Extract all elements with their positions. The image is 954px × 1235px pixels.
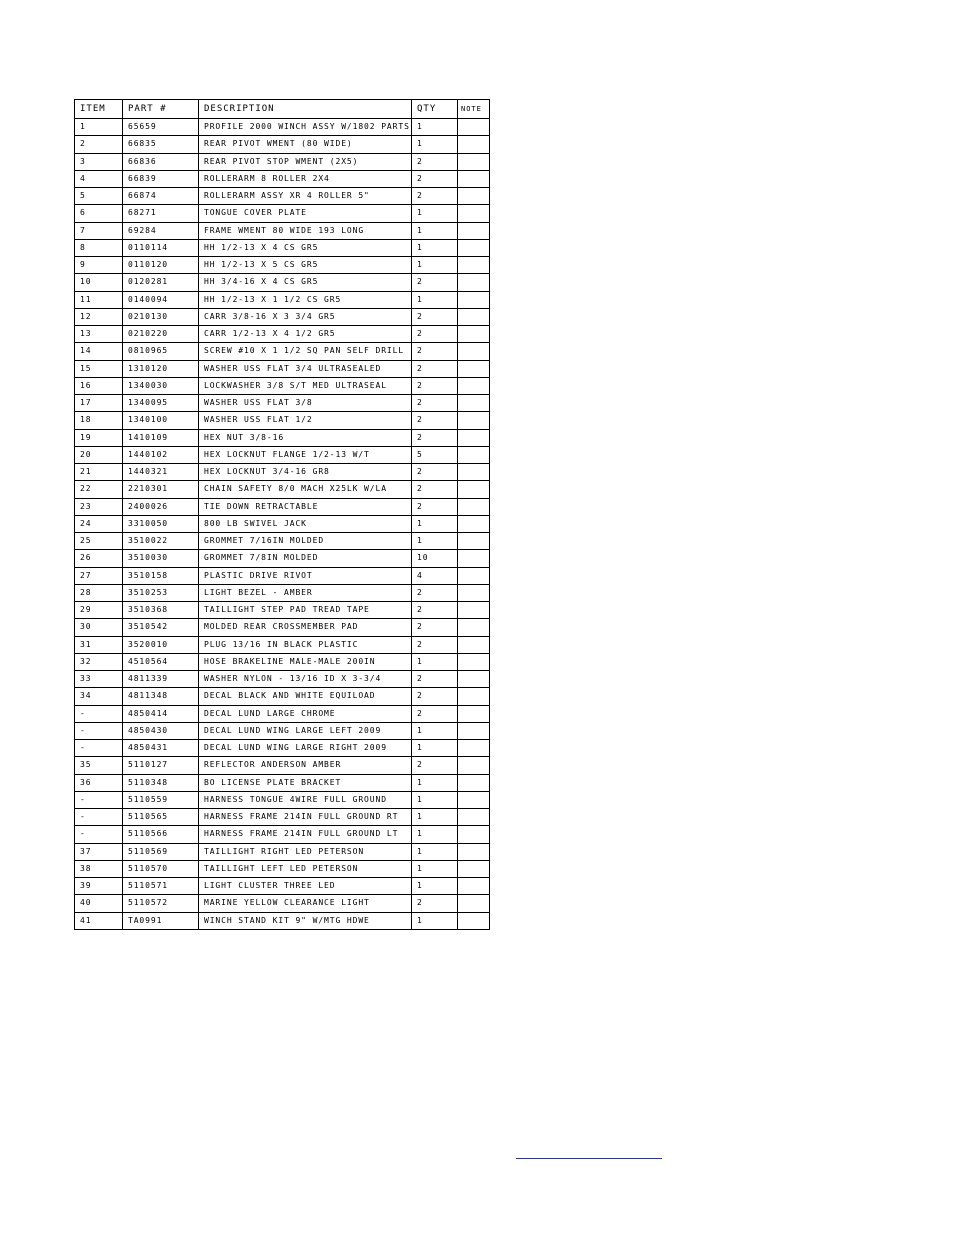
qty-cell: 1 [412, 809, 458, 826]
part-number-cell: 1410109 [123, 429, 199, 446]
qty-cell: 1 [412, 774, 458, 791]
part-number-cell: 5110572 [123, 895, 199, 912]
qty-cell: 2 [412, 602, 458, 619]
qty-cell: 2 [412, 326, 458, 343]
part-number-cell: 3510253 [123, 584, 199, 601]
qty-cell: 2 [412, 671, 458, 688]
item-cell: 32 [75, 653, 123, 670]
item-cell: 1 [75, 119, 123, 136]
part-number-cell: 4811339 [123, 671, 199, 688]
part-number-cell: 1440321 [123, 464, 199, 481]
item-cell: 23 [75, 498, 123, 515]
part-number-cell: 1440102 [123, 446, 199, 463]
item-cell: 33 [75, 671, 123, 688]
note-cell [458, 239, 490, 256]
qty-cell: 2 [412, 464, 458, 481]
item-cell: 9 [75, 257, 123, 274]
description-cell: ROLLERARM ASSY XR 4 ROLLER 5" [199, 188, 412, 205]
qty-cell: 1 [412, 912, 458, 929]
note-cell [458, 809, 490, 826]
description-cell: GROMMET 7/16IN MOLDED [199, 533, 412, 550]
qty-cell: 2 [412, 688, 458, 705]
item-cell: 40 [75, 895, 123, 912]
table-row [75, 653, 490, 670]
note-cell [458, 274, 490, 291]
description-cell: HH 1/2-13 X 4 CS GR5 [199, 239, 412, 256]
table-header-row [75, 100, 490, 119]
note-cell [458, 446, 490, 463]
description-cell: DECAL LUND WING LARGE RIGHT 2009 [199, 740, 412, 757]
item-cell: 17 [75, 395, 123, 412]
footer-link-underline[interactable] [516, 1158, 662, 1159]
table-body [75, 119, 490, 930]
note-cell [458, 464, 490, 481]
description-cell: TAILLIGHT LEFT LED PETERSON [199, 860, 412, 877]
note-cell [458, 153, 490, 170]
qty-cell: 2 [412, 757, 458, 774]
qty-cell: 2 [412, 429, 458, 446]
note-cell [458, 308, 490, 325]
note-cell [458, 170, 490, 187]
table-row [75, 671, 490, 688]
item-cell: 13 [75, 326, 123, 343]
description-cell: WINCH STAND KIT 9" W/MTG HDWE [199, 912, 412, 929]
qty-cell: 2 [412, 343, 458, 360]
item-cell: 28 [75, 584, 123, 601]
part-number-cell: 4850431 [123, 740, 199, 757]
description-cell: TAILLIGHT RIGHT LED PETERSON [199, 843, 412, 860]
qty-cell: 2 [412, 188, 458, 205]
item-cell: 8 [75, 239, 123, 256]
parts-list-table [74, 99, 490, 930]
note-cell [458, 395, 490, 412]
description-cell: REAR PIVOT WMENT (80 WIDE) [199, 136, 412, 153]
note-cell [458, 826, 490, 843]
part-number-cell: 5110569 [123, 843, 199, 860]
part-number-cell: 0110120 [123, 257, 199, 274]
qty-cell: 1 [412, 533, 458, 550]
note-cell [458, 705, 490, 722]
note-cell [458, 136, 490, 153]
description-cell: TIE DOWN RETRACTABLE [199, 498, 412, 515]
part-number-cell: 2400026 [123, 498, 199, 515]
qty-cell: 1 [412, 740, 458, 757]
note-cell [458, 257, 490, 274]
qty-cell: 2 [412, 619, 458, 636]
item-cell: 38 [75, 860, 123, 877]
description-cell: HOSE BRAKELINE MALE-MALE 200IN [199, 653, 412, 670]
qty-cell: 1 [412, 515, 458, 532]
description-cell: LIGHT CLUSTER THREE LED [199, 878, 412, 895]
description-cell: WASHER USS FLAT 3/4 ULTRASEALED [199, 360, 412, 377]
item-cell: 11 [75, 291, 123, 308]
qty-cell: 2 [412, 412, 458, 429]
item-cell: 27 [75, 567, 123, 584]
table-row [75, 153, 490, 170]
note-cell [458, 671, 490, 688]
qty-cell: 1 [412, 222, 458, 239]
table-row [75, 584, 490, 601]
qty-cell: 2 [412, 308, 458, 325]
note-cell [458, 429, 490, 446]
description-cell: FRAME WMENT 80 WIDE 193 LONG [199, 222, 412, 239]
description-cell: WASHER USS FLAT 3/8 [199, 395, 412, 412]
note-cell [458, 619, 490, 636]
note-cell [458, 895, 490, 912]
part-number-cell: 66836 [123, 153, 199, 170]
qty-cell: 10 [412, 550, 458, 567]
part-number-cell: 4850414 [123, 705, 199, 722]
part-number-cell: 1340095 [123, 395, 199, 412]
qty-cell: 2 [412, 377, 458, 394]
item-cell: 10 [75, 274, 123, 291]
qty-cell: 1 [412, 119, 458, 136]
description-cell: PLASTIC DRIVE RIVOT [199, 567, 412, 584]
header-note: NOTE [458, 100, 490, 119]
qty-cell: 1 [412, 205, 458, 222]
qty-cell: 1 [412, 239, 458, 256]
note-cell [458, 515, 490, 532]
note-cell [458, 688, 490, 705]
note-cell [458, 188, 490, 205]
part-number-cell: 3520010 [123, 636, 199, 653]
table-row [75, 740, 490, 757]
description-cell: TAILLIGHT STEP PAD TREAD TAPE [199, 602, 412, 619]
item-cell: 14 [75, 343, 123, 360]
description-cell: DECAL LUND LARGE CHROME [199, 705, 412, 722]
table-row [75, 515, 490, 532]
table-row [75, 722, 490, 739]
description-cell: HARNESS FRAME 214IN FULL GROUND RT [199, 809, 412, 826]
note-cell [458, 498, 490, 515]
table-row [75, 395, 490, 412]
table-row [75, 326, 490, 343]
table-row [75, 550, 490, 567]
part-number-cell: 3510542 [123, 619, 199, 636]
note-cell [458, 878, 490, 895]
item-cell: 16 [75, 377, 123, 394]
part-number-cell: 0140094 [123, 291, 199, 308]
qty-cell: 2 [412, 170, 458, 187]
qty-cell: 2 [412, 360, 458, 377]
table-row [75, 809, 490, 826]
table-row [75, 377, 490, 394]
part-number-cell: 0120281 [123, 274, 199, 291]
note-cell [458, 550, 490, 567]
description-cell: DECAL LUND WING LARGE LEFT 2009 [199, 722, 412, 739]
item-cell: 35 [75, 757, 123, 774]
table-row [75, 360, 490, 377]
description-cell: 800 LB SWIVEL JACK [199, 515, 412, 532]
qty-cell: 2 [412, 636, 458, 653]
item-cell: - [75, 826, 123, 843]
table-row [75, 343, 490, 360]
note-cell [458, 343, 490, 360]
part-number-cell: 0810965 [123, 343, 199, 360]
item-cell: 25 [75, 533, 123, 550]
description-cell: PLUG 13/16 IN BLACK PLASTIC [199, 636, 412, 653]
part-number-cell: 4510564 [123, 653, 199, 670]
table-row [75, 567, 490, 584]
table-row [75, 895, 490, 912]
note-cell [458, 567, 490, 584]
note-cell [458, 481, 490, 498]
item-cell: 4 [75, 170, 123, 187]
part-number-cell: 3510030 [123, 550, 199, 567]
qty-cell: 1 [412, 136, 458, 153]
qty-cell: 1 [412, 291, 458, 308]
qty-cell: 2 [412, 895, 458, 912]
description-cell: CARR 3/8-16 X 3 3/4 GR5 [199, 308, 412, 325]
item-cell: 5 [75, 188, 123, 205]
part-number-cell: 4850430 [123, 722, 199, 739]
table-row [75, 860, 490, 877]
item-cell: - [75, 722, 123, 739]
description-cell: WASHER USS FLAT 1/2 [199, 412, 412, 429]
item-cell: - [75, 809, 123, 826]
table-row [75, 308, 490, 325]
header-qty: QTY [412, 100, 458, 119]
note-cell [458, 843, 490, 860]
note-cell [458, 119, 490, 136]
item-cell: - [75, 740, 123, 757]
part-number-cell: 68271 [123, 205, 199, 222]
qty-cell: 2 [412, 498, 458, 515]
note-cell [458, 653, 490, 670]
part-number-cell: 5110559 [123, 791, 199, 808]
part-number-cell: 66835 [123, 136, 199, 153]
description-cell: GROMMET 7/8IN MOLDED [199, 550, 412, 567]
table-row [75, 498, 490, 515]
qty-cell: 2 [412, 153, 458, 170]
part-number-cell: 5110565 [123, 809, 199, 826]
item-cell: 30 [75, 619, 123, 636]
item-cell: 22 [75, 481, 123, 498]
header-description: DESCRIPTION [199, 100, 412, 119]
description-cell: MOLDED REAR CROSSMEMBER PAD [199, 619, 412, 636]
description-cell: ROLLERARM 8 ROLLER 2X4 [199, 170, 412, 187]
description-cell: HH 3/4-16 X 4 CS GR5 [199, 274, 412, 291]
table-row [75, 446, 490, 463]
table-row [75, 170, 490, 187]
note-cell [458, 912, 490, 929]
item-cell: 20 [75, 446, 123, 463]
item-cell: 19 [75, 429, 123, 446]
table-row [75, 464, 490, 481]
table-row [75, 602, 490, 619]
part-number-cell: 3510158 [123, 567, 199, 584]
part-number-cell: 0210130 [123, 308, 199, 325]
qty-cell: 1 [412, 722, 458, 739]
table-row [75, 912, 490, 929]
part-number-cell: 0210220 [123, 326, 199, 343]
description-cell: HEX NUT 3/8-16 [199, 429, 412, 446]
table-row [75, 257, 490, 274]
item-cell: - [75, 705, 123, 722]
part-number-cell: 3510368 [123, 602, 199, 619]
qty-cell: 2 [412, 274, 458, 291]
table-row [75, 826, 490, 843]
table-row [75, 291, 490, 308]
part-number-cell: 3310050 [123, 515, 199, 532]
table-row [75, 791, 490, 808]
qty-cell: 1 [412, 878, 458, 895]
description-cell: SCREW #10 X 1 1/2 SQ PAN SELF DRILL [199, 343, 412, 360]
part-number-cell: 1310120 [123, 360, 199, 377]
note-cell [458, 757, 490, 774]
part-number-cell: 5110566 [123, 826, 199, 843]
description-cell: HARNESS TONGUE 4WIRE FULL GROUND [199, 791, 412, 808]
note-cell [458, 860, 490, 877]
description-cell: CHAIN SAFETY 8/0 MACH X25LK W/LA [199, 481, 412, 498]
item-cell: 34 [75, 688, 123, 705]
qty-cell: 1 [412, 860, 458, 877]
note-cell [458, 377, 490, 394]
description-cell: WASHER NYLON - 13/16 ID X 3-3/4 [199, 671, 412, 688]
qty-cell: 4 [412, 567, 458, 584]
part-number-cell: 66839 [123, 170, 199, 187]
part-number-cell: 5110570 [123, 860, 199, 877]
header-item: ITEM [75, 100, 123, 119]
qty-cell: 1 [412, 653, 458, 670]
table-row [75, 119, 490, 136]
note-cell [458, 740, 490, 757]
item-cell: 36 [75, 774, 123, 791]
part-number-cell: 69284 [123, 222, 199, 239]
part-number-cell: 4811348 [123, 688, 199, 705]
item-cell: 31 [75, 636, 123, 653]
description-cell: LIGHT BEZEL - AMBER [199, 584, 412, 601]
note-cell [458, 774, 490, 791]
description-cell: REAR PIVOT STOP WMENT (2X5) [199, 153, 412, 170]
item-cell: 29 [75, 602, 123, 619]
item-cell: 18 [75, 412, 123, 429]
qty-cell: 1 [412, 791, 458, 808]
item-cell: 2 [75, 136, 123, 153]
item-cell: 37 [75, 843, 123, 860]
header-part-number: PART # [123, 100, 199, 119]
table-row [75, 412, 490, 429]
table-row [75, 774, 490, 791]
qty-cell: 2 [412, 481, 458, 498]
item-cell: 3 [75, 153, 123, 170]
table-row [75, 688, 490, 705]
qty-cell: 2 [412, 395, 458, 412]
item-cell: - [75, 791, 123, 808]
qty-cell: 1 [412, 257, 458, 274]
part-number-cell: 5110348 [123, 774, 199, 791]
item-cell: 41 [75, 912, 123, 929]
table-row [75, 239, 490, 256]
part-number-cell: TA0991 [123, 912, 199, 929]
table-row [75, 636, 490, 653]
table-row [75, 205, 490, 222]
note-cell [458, 602, 490, 619]
description-cell: HH 1/2-13 X 5 CS GR5 [199, 257, 412, 274]
item-cell: 26 [75, 550, 123, 567]
table-row [75, 188, 490, 205]
description-cell: MARINE YELLOW CLEARANCE LIGHT [199, 895, 412, 912]
note-cell [458, 326, 490, 343]
qty-cell: 1 [412, 843, 458, 860]
note-cell [458, 412, 490, 429]
table-row [75, 619, 490, 636]
table-row [75, 136, 490, 153]
table-row [75, 533, 490, 550]
table-row [75, 757, 490, 774]
note-cell [458, 205, 490, 222]
part-number-cell: 0110114 [123, 239, 199, 256]
note-cell [458, 533, 490, 550]
note-cell [458, 791, 490, 808]
description-cell: HH 1/2-13 X 1 1/2 CS GR5 [199, 291, 412, 308]
item-cell: 6 [75, 205, 123, 222]
part-number-cell: 3510022 [123, 533, 199, 550]
table-row [75, 481, 490, 498]
item-cell: 24 [75, 515, 123, 532]
description-cell: REFLECTOR ANDERSON AMBER [199, 757, 412, 774]
part-number-cell: 2210301 [123, 481, 199, 498]
qty-cell: 1 [412, 826, 458, 843]
part-number-cell: 5110127 [123, 757, 199, 774]
qty-cell: 2 [412, 584, 458, 601]
note-cell [458, 722, 490, 739]
qty-cell: 5 [412, 446, 458, 463]
note-cell [458, 222, 490, 239]
part-number-cell: 66874 [123, 188, 199, 205]
description-cell: CARR 1/2-13 X 4 1/2 GR5 [199, 326, 412, 343]
note-cell [458, 360, 490, 377]
table-row [75, 274, 490, 291]
part-number-cell: 1340030 [123, 377, 199, 394]
item-cell: 15 [75, 360, 123, 377]
description-cell: LOCKWASHER 3/8 S/T MED ULTRASEAL [199, 377, 412, 394]
table-row [75, 843, 490, 860]
item-cell: 21 [75, 464, 123, 481]
table-row [75, 429, 490, 446]
qty-cell: 2 [412, 705, 458, 722]
part-number-cell: 1340100 [123, 412, 199, 429]
description-cell: HEX LOCKNUT FLANGE 1/2-13 W/T [199, 446, 412, 463]
description-cell: BO LICENSE PLATE BRACKET [199, 774, 412, 791]
table-row [75, 222, 490, 239]
note-cell [458, 291, 490, 308]
table-row [75, 705, 490, 722]
item-cell: 7 [75, 222, 123, 239]
note-cell [458, 584, 490, 601]
description-cell: HARNESS FRAME 214IN FULL GROUND LT [199, 826, 412, 843]
note-cell [458, 636, 490, 653]
description-cell: TONGUE COVER PLATE [199, 205, 412, 222]
item-cell: 39 [75, 878, 123, 895]
part-number-cell: 5110571 [123, 878, 199, 895]
part-number-cell: 65659 [123, 119, 199, 136]
item-cell: 12 [75, 308, 123, 325]
description-cell: PROFILE 2000 WINCH ASSY W/1802 PARTS [199, 119, 412, 136]
table-row [75, 878, 490, 895]
description-cell: HEX LOCKNUT 3/4-16 GR8 [199, 464, 412, 481]
description-cell: DECAL BLACK AND WHITE EQUILOAD [199, 688, 412, 705]
